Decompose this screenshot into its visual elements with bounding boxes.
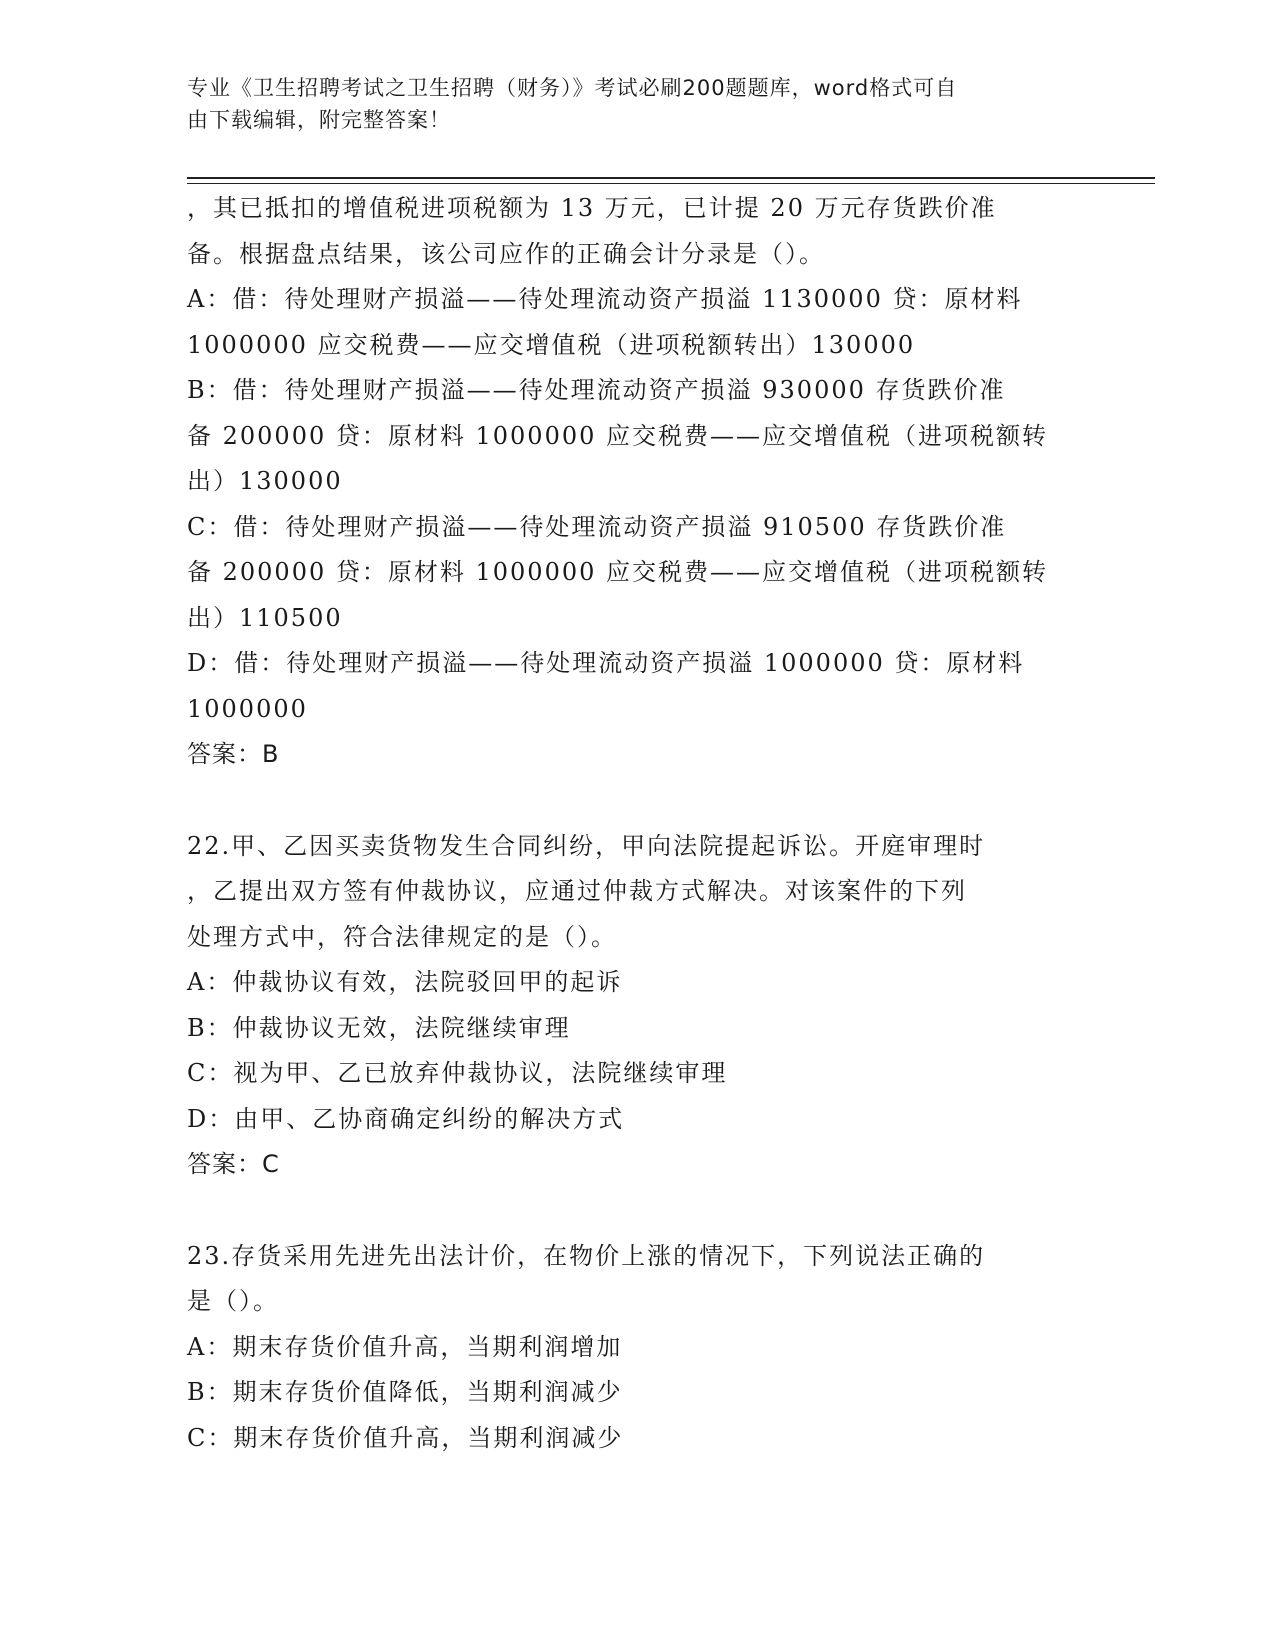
- option-line: C：借：待处理财产损溢——待处理流动资产损溢 910500 存货跌价准: [187, 512, 1007, 541]
- question-22: [187, 824, 1087, 1188]
- question-stem-line: 23.存货采用先进先出法计价，在物价上涨的情况下，下列说法正确的: [187, 1241, 986, 1270]
- question-stem-line: ，其已抵扣的增值税进项税额为 13 万元，已计提 20 万元存货跌价准: [187, 194, 997, 222]
- option-d: D：由甲、乙协商确定纠纷的解决方式: [187, 1104, 625, 1133]
- question-stem-line: ，乙提出双方签有仲裁协议，应通过仲裁方式解决。对该案件的下列: [187, 877, 967, 905]
- option-a: A：仲裁协议有效，法院驳回甲的起诉: [187, 968, 623, 996]
- option-line: 备 200000 贷：原材料 1000000 应交税费——应交增值税（进项税额转: [187, 558, 1049, 586]
- option-c: C：视为甲、乙已放弃仲裁协议，法院继续审理: [187, 1059, 728, 1087]
- header-rule-thin: [187, 183, 1155, 184]
- option-line: 1000000 应交税费——应交增值税（进项税额转出）130000: [187, 330, 916, 359]
- spacer: [187, 1188, 1087, 1234]
- answer-line: 答案：C: [187, 1150, 280, 1178]
- question-stem-line: 22.甲、乙因买卖货物发生合同纠纷，甲向法院提起诉讼。开庭审理时: [187, 831, 986, 860]
- option-b: B：期末存货价值降低，当期利润减少: [187, 1378, 623, 1406]
- option-line: D：借：待处理财产损溢——待处理流动资产损溢 1000000 贷：原材料: [187, 649, 1025, 677]
- option-line: 备 200000 贷：原材料 1000000 应交税费——应交增值税（进项税额转: [187, 421, 1049, 450]
- question-stem-line: 处理方式中，符合法律规定的是（）。: [187, 922, 617, 951]
- option-line: 出）110500: [187, 603, 343, 632]
- option-line: A：借：待处理财产损溢——待处理流动资产损溢 1130000 贷：原材料: [187, 285, 1023, 313]
- question-stem-line: 备。根据盘点结果，该公司应作的正确会计分录是（）。: [187, 239, 825, 268]
- document-body: [187, 186, 1087, 1461]
- question-21: [187, 186, 1087, 778]
- option-line: 出）130000: [187, 467, 343, 495]
- option-a: [187, 277, 1087, 368]
- document-header: 专业《卫生招聘考试之卫生招聘（财务）》考试必刷200题题库，word格式可自 由下载编辑，附完整答案！: [187, 76, 958, 132]
- question-23: [187, 1234, 1087, 1462]
- option-line: 1000000: [187, 694, 308, 723]
- option-d: [187, 641, 1087, 732]
- option-b: [187, 368, 1087, 505]
- option-c: [187, 505, 1087, 642]
- header-rule-thick: [187, 177, 1155, 179]
- option-c: C：期末存货价值升高，当期利润减少: [187, 1423, 624, 1452]
- spacer: [187, 778, 1087, 824]
- option-line: B：借：待处理财产损溢——待处理流动资产损溢 930000 存货跌价准: [187, 376, 1006, 404]
- option-a: A：期末存货价值升高，当期利润增加: [187, 1332, 623, 1361]
- question-stem-line: 是（）。: [187, 1287, 279, 1315]
- option-b: B：仲裁协议无效，法院继续审理: [187, 1013, 571, 1042]
- answer-line: 答案：B: [187, 740, 280, 768]
